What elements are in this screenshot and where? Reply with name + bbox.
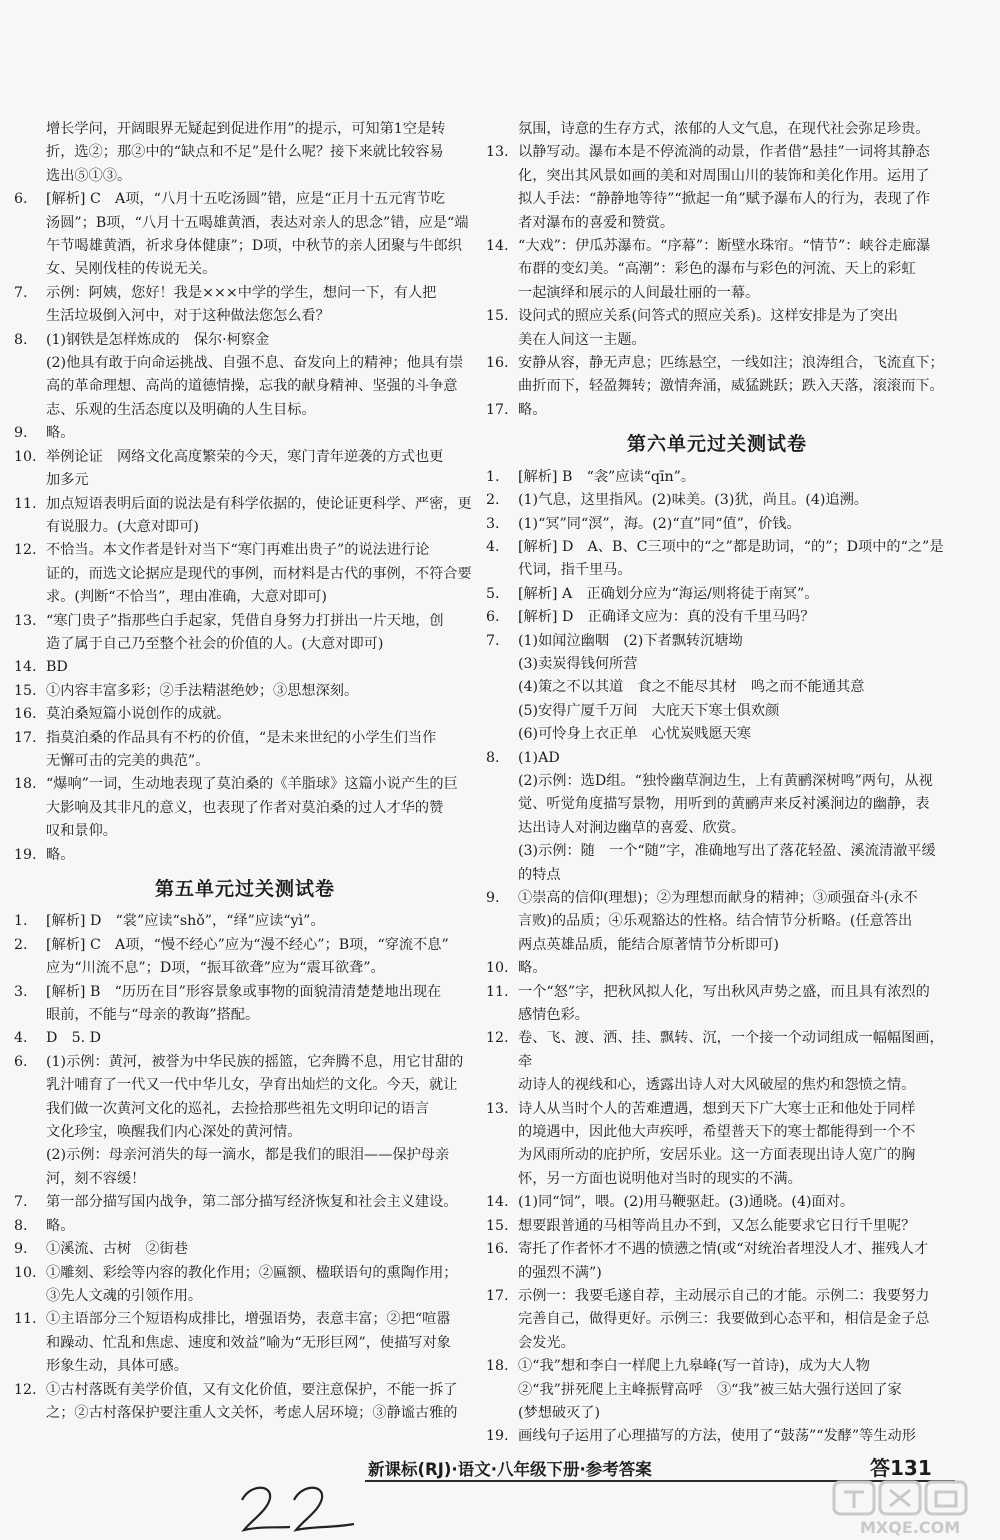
answer-item [486, 981, 948, 1004]
item-number: 1. [14, 913, 28, 930]
item-number: 2. [14, 936, 28, 953]
watermark-logo [830, 1478, 995, 1538]
answer-continuation: 者对瀑布的喜爱和赞赏。 [518, 214, 675, 231]
answer-continuation: 高的革命理想、高尚的道德情操，忘我的献身精神、坚强的斗争意 [46, 378, 458, 395]
item-text: [解析] C A项，“八月十五吃汤圆”错，应是“正月十五元宵节吃 [46, 191, 445, 208]
answer-continuation: (2)示例：选D组。“独怜幽草涧边生，上有黄鹂深树鸣”两句，从视 [518, 772, 933, 789]
answer-continuation: 应为“川流不息”；D项，“振耳欲聋”应为“震耳欲聋”。 [46, 960, 385, 977]
item-number: 2. [486, 492, 500, 509]
item-text: ①“我”想和李白一样爬上九皋峰(写一首诗)，成为大人物 [518, 1358, 870, 1375]
item-text: [解析] B “历历在目”形容景象或事物的面貌清清楚楚地出现在 [46, 983, 442, 1000]
answer-continuation: 证的，而选文论据应是现代的事例，而材料是古代的事例，不符合要 [46, 565, 472, 582]
answer-continuation: 的境遇中，因此他大声疾呼，希望普天下的寒士都能得到一个不 [518, 1124, 916, 1141]
page-number: 答131 [870, 1456, 932, 1480]
answer-continuation: 汤圆”；B项，“八月十五喝雄黄酒，表达对亲人的思念”错，应是“端 [46, 214, 469, 231]
item-text: 寄托了作者怀才不遇的愤懑之情(或“对统治者埋没人才、摧残人才 [518, 1241, 929, 1258]
answer-item [486, 1215, 948, 1238]
answer-item [14, 934, 476, 957]
item-text: ①古村落既有美学价值，又有文化价值，要注意保护，不能一拆了 [46, 1381, 458, 1398]
answer-item [14, 1051, 476, 1074]
answer-continuation: 增长学问，开阔眼界无疑起到促进作用”的提示，可知第1空是转 [46, 121, 446, 137]
section-title: 第五单元过关测试卷 [154, 878, 335, 900]
item-text: 加点短语表明后面的说法是有科学依据的，使论证更科学、严密，更 [46, 495, 472, 512]
item-text: 示例：阿姨，您好！我是×××中学的学生，想问一下，有人把 [46, 284, 437, 301]
svg-text:MXQE.COM: MXQE.COM [860, 1518, 961, 1537]
answer-continuation: 河，刻不容缓！ [46, 1170, 146, 1187]
item-number: 15. [486, 308, 509, 325]
item-text: “大戏”：伊瓜苏瀑布。“序幕”：断壁水珠帘。“情节”：峡谷走廊瀑 [518, 238, 931, 255]
item-number: 6. [14, 191, 28, 208]
answer-continuation: (3)示例：随 一个“随”字，准确地写出了落花轻盈、溪流清澈平缓 [518, 843, 936, 860]
answer-continuation: ③先人文魂的引领作用。 [46, 1287, 203, 1304]
item-number: 10. [486, 960, 509, 977]
answer-item [486, 489, 948, 512]
answer-item [486, 957, 948, 980]
item-number: 16. [14, 706, 37, 723]
item-text: 第一部分描写国内战争，第二部分描写经济恢复和社会主义建设。 [46, 1194, 458, 1211]
answer-continuation: 午节喝雄黄酒，祈求身体健康”；D项，中秋节的亲人团聚与牛郎织 [46, 238, 462, 255]
answer-item [14, 282, 476, 305]
item-text: 略。 [46, 425, 75, 442]
item-number: 13. [486, 144, 509, 161]
answer-item [486, 513, 948, 536]
answer-item [14, 1191, 476, 1214]
answer-item [486, 1238, 948, 1261]
answer-continuation: 曲折而下，轻盈舞转；激情奔涌，威猛跳跃；跌入天落，滚滚而下。 [518, 378, 944, 395]
item-number: 17. [14, 729, 37, 746]
answer-continuation: 两点英雄品质，能结合原著情节分析即可) [518, 936, 779, 953]
answer-item [486, 887, 948, 910]
answer-item [14, 1262, 476, 1285]
answer-item [486, 1027, 948, 1074]
item-text: ①主语部分三个短语构成排比，增强语势，表意丰富；②把“喧嚣 [46, 1311, 451, 1328]
answer-item [14, 844, 476, 867]
answer-continuation: 怀，另一方面也说明他对当时的现实的不满。 [518, 1170, 802, 1187]
answer-continuation: 大影响及其非凡的意义，也表现了作者对莫泊桑的过人才华的赞 [46, 799, 444, 816]
item-text: 一个“怒”字，把秋风拟人化，写出秋风声势之盛，而且具有浓烈的 [518, 983, 930, 1000]
item-number: 19. [486, 1428, 509, 1445]
answer-item [486, 235, 948, 258]
answer-continuation: 完善自己，做得更好。示例三：我要做到心态平和，相信是金子总 [518, 1311, 930, 1328]
answer-item [14, 981, 476, 1004]
item-number: 17. [486, 1287, 509, 1304]
item-text: 画线句子运用了心理描写的方法，使用了“鼓荡”“发酵”等生动形 [518, 1428, 916, 1445]
item-text: (1)气息，这里指风。(2)味美。(3)犹，尚且。(4)追溯。 [518, 492, 868, 509]
item-text: [解析] B “衾”应读“qīn”。 [518, 468, 696, 485]
item-number: 11. [14, 1311, 37, 1328]
item-text: 诗人从当时个人的苦难遭遇，想到天下广大寒士正和他处于同样 [518, 1100, 916, 1117]
answer-continuation: 之；②古村落保护要注重人文关怀，考虑人居环境；③静谧古雅的 [46, 1404, 458, 1421]
answer-continuation: 我们做一次黄河文化的巡礼，去捡拾那些祖先文明印记的语言 [46, 1100, 430, 1117]
item-text: [解析] C A项，“慢不经心”应为“漫不经心”；B项，“穿流不息” [46, 936, 449, 953]
item-number: 12. [486, 1030, 509, 1047]
item-number: 18. [14, 776, 37, 793]
item-text: “寒门贵子”指那些白手起家，凭借自身努力打拼出一片天地，创 [46, 612, 444, 629]
answer-continuation: 眼前，不能与“母亲的教诲”搭配。 [46, 1007, 260, 1024]
answer-item [14, 188, 476, 211]
answer-continuation: 有说服力。(大意对即可) [46, 518, 199, 535]
answer-continuation: 言败)的品质；④乐观豁达的性格。结合情节分析略。(任意答出 [518, 913, 913, 930]
answer-item [14, 610, 476, 633]
answer-continuation: (6)可怜身上衣正单 心忧炭贱愿天寒 [518, 726, 751, 743]
item-text: ①雕刻、彩绘等内容的教化作用；②匾额、楹联语句的熏陶作用； [46, 1264, 458, 1281]
answer-continuation: (2)他具有敢于向命运挑战、自强不息、奋发向上的精神；他具有崇 [46, 355, 464, 372]
item-text: (1)AD [518, 749, 560, 766]
item-number: 5. [486, 585, 500, 602]
item-text: 略。 [46, 1217, 75, 1234]
item-text: 设问式的照应关系(问答式的照应关系)。这样安排是为了突出 [518, 308, 898, 325]
item-text: 略。 [518, 960, 547, 977]
item-number: 4. [14, 1030, 28, 1047]
answer-continuation: (5)安得广厦千万间 大庇天下寒士俱欢颜 [518, 702, 780, 719]
item-number: 12. [14, 1381, 37, 1398]
answer-continuation: 感情色彩。 [518, 1007, 589, 1024]
item-text: [解析] A 正确划分应为“海运/则将徒于南冥”。 [518, 585, 819, 602]
item-number: 4. [486, 538, 500, 555]
item-text: 示例一：我要毛遂自荐，主动展示自己的才能。示例二：我要努力 [518, 1287, 930, 1304]
answer-item [14, 910, 476, 933]
left-column [14, 118, 476, 1425]
answer-continuation: 拟人手法：“静静地等待”“掀起一角”赋予瀑布人的行为，表现了作 [518, 191, 931, 208]
item-text: 指莫泊桑的作品具有不朽的价值，“是未来世纪的小学生们当作 [46, 729, 437, 746]
item-number: 6. [14, 1053, 28, 1070]
item-text: [解析] D A、B、C三项中的“之”都是助词，“的”；D项中的“之”是 [518, 538, 944, 555]
answer-continuation: 折，选②；那②中的“缺点和不足”是什么呢？接下来就比较容易 [46, 144, 444, 161]
answer-continuation: 无懈可击的完美的典范”。 [46, 752, 210, 769]
answer-item [14, 656, 476, 679]
answer-item [14, 680, 476, 703]
item-number: 9. [14, 1241, 28, 1258]
answer-continuation: 女、吴刚伐桂的传说无关。 [46, 261, 217, 278]
item-text: (1)同“饲”，喂。(2)用马鞭驱赶。(3)通晓。(4)面对。 [518, 1194, 855, 1211]
answer-item [486, 583, 948, 606]
answer-continuation: 一起演绎和展示的人间最壮丽的一幕。 [518, 284, 760, 301]
answer-item [14, 1238, 476, 1261]
item-number: 8. [14, 1217, 28, 1234]
item-text: 莫泊桑短篇小说创作的成就。 [46, 706, 231, 723]
answer-item [486, 1191, 948, 1214]
item-number: 14. [486, 238, 509, 255]
answer-continuation: 达出诗人对涧边幽草的喜爱、欣赏。 [518, 819, 746, 836]
answer-continuation: 加多元 [46, 472, 89, 489]
item-text: “爆响”一词，生动地表现了莫泊桑的《羊脂球》这篇小说产生的巨 [46, 776, 458, 793]
item-text: D 5. D [46, 1030, 101, 1047]
answer-item [486, 305, 948, 328]
answer-item [14, 773, 476, 796]
item-number: 7. [486, 632, 500, 649]
item-number: 19. [14, 846, 37, 863]
item-text: (1)示例：黄河，被誉为中华民族的摇篮，它奔腾不息，用它甘甜的 [46, 1053, 464, 1070]
item-number: 10. [14, 1264, 37, 1281]
answer-item [486, 630, 948, 653]
answer-item [14, 446, 476, 469]
item-text: ①溪流、古树 ②街巷 [46, 1241, 188, 1258]
item-text: 略。 [518, 401, 547, 418]
item-number: 16. [486, 1241, 509, 1258]
item-number: 8. [486, 749, 500, 766]
item-text: [解析] D 正确译文应为：真的没有千里马吗？ [518, 609, 815, 626]
answer-continuation: ②“我”拼死爬上主峰振臂高呼 ③“我”被三姑大强行送回了家 [518, 1381, 902, 1398]
answer-item [486, 536, 948, 559]
answer-continuation: 志、乐观的生活态度以及明确的人生目标。 [46, 401, 316, 418]
item-text: ①崇高的信仰(理想)；②为理想而献身的精神；③顽强奋斗(永不 [518, 890, 918, 906]
handwritten-number [232, 1478, 362, 1538]
item-number: 8. [14, 331, 28, 348]
item-number: 14. [486, 1194, 509, 1211]
item-number: 11. [486, 983, 509, 1000]
answer-item [14, 493, 476, 516]
answer-item [14, 329, 476, 352]
item-number: 6. [486, 609, 500, 626]
answer-item [486, 1355, 948, 1378]
item-number: 13. [486, 1100, 509, 1117]
answer-item [14, 422, 476, 445]
item-number: 17. [486, 401, 509, 418]
item-number: 13. [14, 612, 37, 629]
answer-continuation: 觉、听觉角度描写景物，用听到的黄鹂声来反衬溪涧边的幽静，表 [518, 796, 930, 813]
answer-item [486, 1285, 948, 1308]
answer-item [486, 747, 948, 770]
answer-item [14, 1308, 476, 1331]
answer-continuation: 氛围，诗意的生存方式，浓郁的人文气息，在现代社会弥足珍贵。 [518, 121, 930, 137]
answer-continuation: 叹和景仰。 [46, 823, 117, 840]
answer-continuation: (4)策之不以其道 食之不能尽其材 鸣之而不能通其意 [518, 679, 865, 696]
answer-continuation: 会发光。 [518, 1334, 575, 1351]
answer-item [14, 1379, 476, 1402]
answer-continuation: 造了属于自己乃至整个社会的价值的人。(大意对即可) [46, 635, 384, 652]
answer-item [486, 606, 948, 629]
right-column [486, 118, 948, 1449]
answer-item [486, 466, 948, 489]
answer-item [486, 399, 948, 422]
item-number: 3. [14, 983, 28, 1000]
answer-continuation: (2)示例：母亲河消失的每一滴水，都是我们的眼泪——保护母亲 [46, 1147, 450, 1164]
answer-continuation: 的强烈不满”) [518, 1264, 602, 1281]
item-number: 16. [486, 355, 509, 372]
item-text: 不恰当。本文作者是针对当下“寒门再难出贵子”的说法进行论 [46, 542, 430, 559]
item-number: 14. [14, 659, 37, 676]
item-number: 9. [486, 890, 500, 906]
item-number: 10. [14, 448, 37, 465]
answer-continuation: 为风雨所动的庇护所，安居乐业。这一方面表现出诗人宽广的胸 [518, 1147, 916, 1164]
item-number: 7. [14, 284, 28, 301]
answer-continuation: 生活垃圾倒入河中，对于这种做法您怎么看？ [46, 308, 330, 325]
answer-item [486, 352, 948, 375]
answer-continuation: 乳汁哺育了一代又一代中华儿女，孕育出灿烂的文化。今天，就让 [46, 1077, 458, 1094]
item-number: 11. [14, 495, 37, 512]
answer-continuation: 代词，指千里马。 [518, 562, 632, 579]
answer-continuation: 的特点 [518, 866, 561, 883]
item-number: 3. [486, 515, 500, 532]
answer-item [486, 1425, 948, 1448]
item-text: 安静从容，静无声息；匹练悬空，一线如注；浪涛组合，飞流直下； [518, 355, 944, 372]
item-text: BD [46, 659, 68, 676]
answer-continuation: 文化珍宝，唤醒我们内心深处的黄河情。 [46, 1124, 302, 1141]
answer-continuation: (3)卖炭得钱何所营 [518, 655, 638, 672]
item-text: 举例论证 网络文化高度繁荣的今天，寒门青年逆袭的方式也更 [46, 448, 444, 465]
item-number: 18. [486, 1358, 509, 1375]
item-text: 想要跟普通的马相等尚且办不到，又怎么能要求它日行千里呢？ [518, 1217, 916, 1234]
answer-continuation: 和躁动、忙乱和焦虑、速度和效益”喻为“无形巨网”，使描写对象 [46, 1334, 451, 1351]
answer-item [486, 1098, 948, 1121]
item-text: 略。 [46, 846, 75, 863]
item-text: 卷、飞、渡、洒、挂、飘转、沉，一个接一个动词组成一幅幅图画，牵 [518, 1030, 944, 1070]
item-text: (1)“冥”同“溟”，海。(2)“直”同“值”，价钱。 [518, 515, 801, 532]
item-number: 1. [486, 468, 500, 485]
item-text: 以静写动。瀑布本是不停流淌的动景，作者借“悬挂”一词将其静态 [518, 144, 930, 161]
answer-continuation: 美在人间这一主题。 [518, 331, 646, 348]
answer-continuation: 布群的变幻美。“高潮”：彩色的瀑布与彩色的河流、天上的彩虹 [518, 261, 916, 278]
answer-item [14, 703, 476, 726]
item-text: [解析] D “裳”应读“shǒ”，“绎”应读“yì”。 [46, 913, 325, 930]
answer-continuation: 动诗人的视线和心，透露出诗人对大风破屋的焦灼和怨愤之情。 [518, 1077, 916, 1094]
section-title: 第六单元过关测试卷 [626, 433, 807, 456]
answer-continuation: 化，突出其风景如画的美和对周围山川的装饰和美化作用。运用了 [518, 167, 930, 184]
item-text: (1)如闻泣幽咽 (2)下者飘转沉塘坳 [518, 632, 743, 649]
answer-item [14, 1027, 476, 1050]
footer-text: 新课标(RJ)·语文·八年级下册·参考答案 [368, 1460, 652, 1479]
item-number: 15. [486, 1217, 509, 1234]
answer-item [14, 1215, 476, 1238]
item-text: (1)钢铁是怎样炼成的 保尔·柯察金 [46, 331, 270, 348]
item-number: 12. [14, 542, 37, 559]
answer-continuation: 求。(判断“不恰当”，理由准确，大意对即可) [46, 589, 327, 606]
answer-continuation: (梦想破灭了) [518, 1404, 601, 1421]
answer-item [14, 539, 476, 562]
item-number: 7. [14, 1194, 28, 1211]
answer-continuation: 形象生动，具体可感。 [46, 1358, 188, 1375]
answer-item [486, 141, 948, 164]
item-number: 15. [14, 682, 37, 699]
item-text: ①内容丰富多彩；②手法精湛绝妙；③思想深刻。 [46, 682, 359, 699]
item-number: 9. [14, 425, 28, 442]
answer-continuation: 选出⑤①③。 [46, 167, 132, 184]
answer-item [14, 727, 476, 750]
